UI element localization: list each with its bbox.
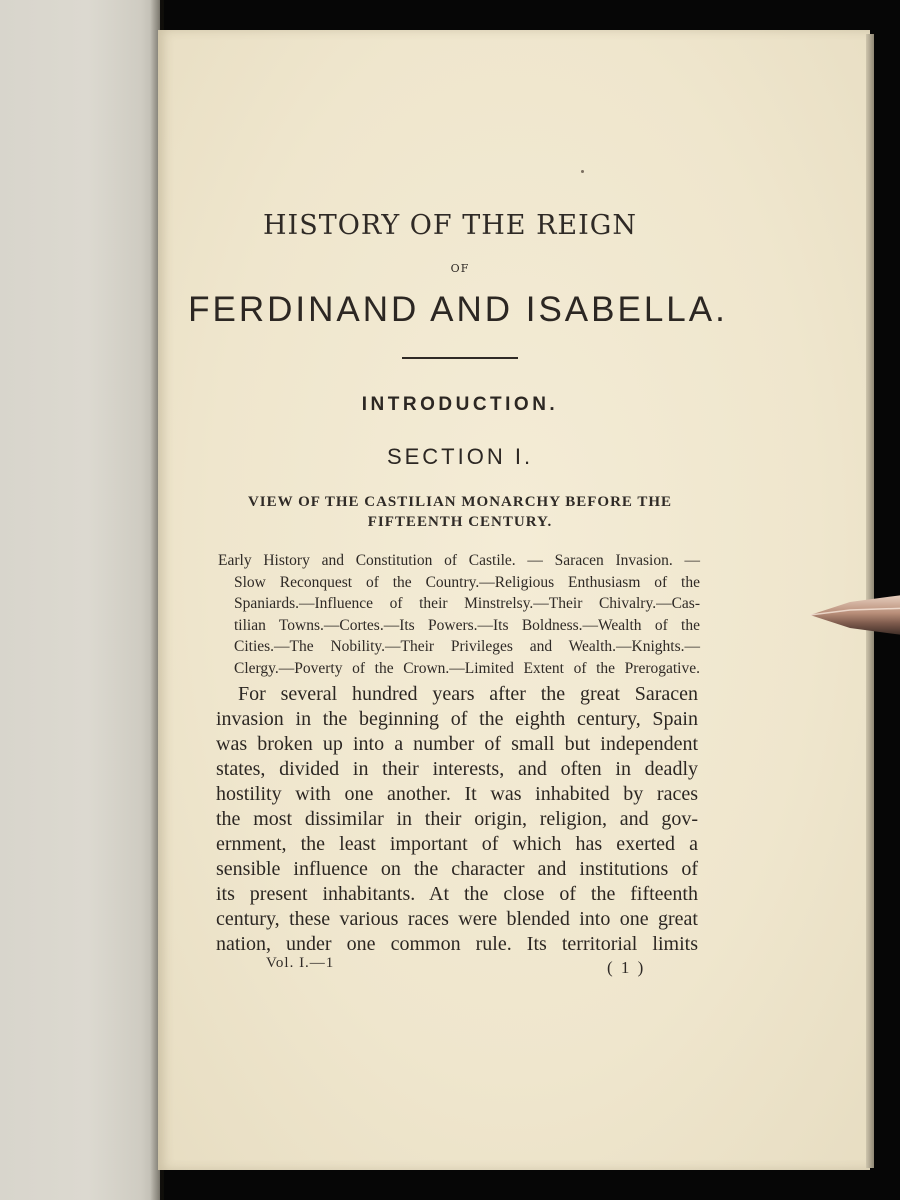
body-line: the most dissimilar in their origin, religion, and gov- [216, 808, 698, 830]
body-line: nation, under one common rule. Its territorial limits [216, 933, 698, 955]
body-line: hostility with one another. It was inhabited by races [216, 783, 698, 805]
subtitle-line-1: VIEW OF THE CASTILIAN MONARCHY BEFORE THE [247, 494, 673, 510]
body-line: its present inhabitants. At the close of the fifteenth [216, 883, 698, 905]
body-paragraph [216, 682, 698, 957]
summary-line: Early History and Constitution of Castile. — Saracen Invasion. — [218, 552, 700, 569]
title-line-2: FERDINAND AND ISABELLA. [188, 290, 728, 329]
introduction-heading: INTRODUCTION. [361, 394, 559, 415]
footer-page-number: ( 1 ) [607, 958, 646, 977]
chapter-summary [218, 550, 700, 679]
summary-line: tilian Towns.—Cortes.—Its Powers.—Its Boldness.—Wealth of the [234, 616, 700, 634]
summary-line: Clergy.—Poverty of the Crown.—Limited Extent of the Prerogative. [234, 659, 700, 677]
footer-volume: Vol. I.—1 [266, 955, 335, 971]
left-page [0, 0, 160, 1200]
title-of: OF [450, 262, 470, 275]
body-line: states, divided in their interests, and often in deadly [216, 758, 698, 780]
subtitle-line-2: FIFTEENTH CENTURY. [367, 514, 553, 530]
summary-line: Cities.—The Nobility.—Their Privileges and Wealth.—Knights.— [234, 638, 700, 655]
title-line-1: HISTORY OF THE REIGN [263, 210, 637, 241]
summary-line: Slow Reconquest of the Country.—Religious Enthusiasm of the [234, 573, 700, 591]
body-line: ernment, the least important of which has exerted a [216, 833, 698, 855]
body-line: For several hundred years after the great Saracen [238, 683, 698, 705]
body-line: invasion in the beginning of the eighth century, Spain [216, 708, 698, 730]
section-heading: SECTION I. [386, 444, 534, 469]
paper-speck [581, 170, 584, 173]
summary-line: Spaniards.—Influence of their Minstrelsy.—Their Chivalry.—Cas- [234, 595, 700, 612]
section-subtitle [230, 492, 690, 532]
title-rule [402, 357, 518, 359]
body-line: was broken up into a number of small but independent [216, 733, 698, 755]
pen-pointer-icon [810, 590, 900, 640]
body-line: sensible influence on the character and institutions of [216, 858, 698, 880]
body-line: century, these various races were blended into one great [216, 908, 698, 930]
